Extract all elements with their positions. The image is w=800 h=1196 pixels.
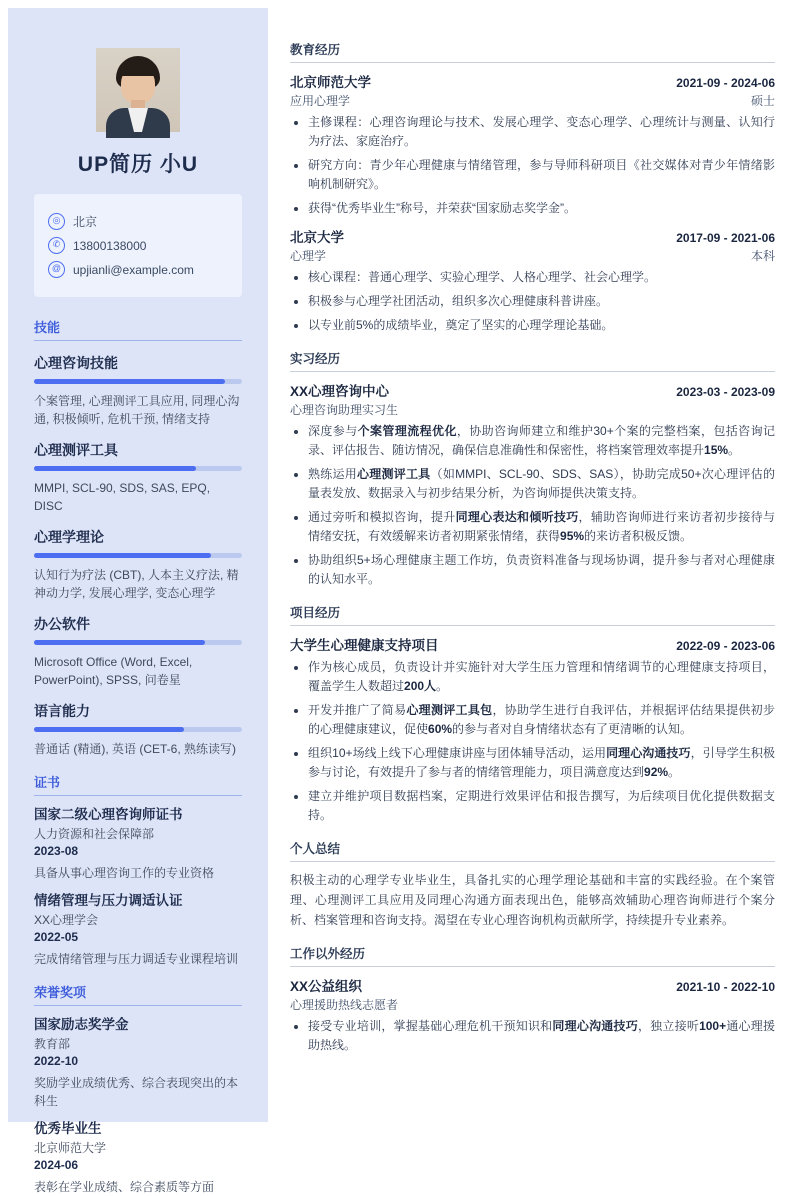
skill-item bbox=[34, 353, 242, 428]
list-item: • 协助组织5+场心理健康主题工作坊，负责资料准备与现场协调，提升参与者对心理健康的认知水平。 bbox=[308, 551, 775, 589]
org-name: XX公益组织 bbox=[290, 979, 363, 994]
location-icon: ◎ bbox=[48, 213, 65, 230]
degree: 硕士 bbox=[750, 94, 775, 108]
avatar bbox=[96, 48, 180, 132]
list-item: • 组织10+场线上线下心理健康讲座与团体辅导活动，运用同理心沟通技巧，引导学生积极参与讨论，有效提升了参与者的情绪管理能力，项目满意度达到92%。 bbox=[308, 744, 775, 782]
list-item: • 研究方向：青少年心理健康与情绪管理，参与导师科研项目《社交媒体对青少年情绪影响机制研究》。 bbox=[308, 156, 775, 194]
list-item: • 接受专业培训，掌握基础心理危机干预知识和同理心沟通技巧，独立接听100+通心理援助热线。 bbox=[308, 1017, 775, 1055]
list-item: • 主修课程：心理咨询理论与技术、发展心理学、变态心理学、心理统计与测量、认知行为疗法、家庭治疗。 bbox=[308, 113, 775, 151]
section-summary bbox=[290, 839, 775, 930]
skill-bar-fill bbox=[34, 640, 205, 645]
entry-head bbox=[290, 226, 775, 246]
award-org: 北京师范大学 bbox=[34, 1141, 107, 1155]
cert-date: 2023-08 bbox=[34, 844, 79, 858]
list-item: • 核心课程：普通心理学、实验心理学、人格心理学、社会心理学。 bbox=[308, 268, 775, 287]
cert-item bbox=[34, 806, 242, 882]
entry-head bbox=[290, 71, 775, 91]
role: 心理援助热线志愿者 bbox=[290, 998, 399, 1012]
school-name: 北京大学 bbox=[290, 230, 344, 245]
skill-item bbox=[34, 701, 242, 758]
skill-bar-fill bbox=[34, 553, 211, 558]
entry-sub bbox=[290, 996, 775, 1013]
cert-org: XX心理学会 bbox=[34, 913, 99, 927]
education-entry bbox=[290, 226, 775, 335]
skill-bar bbox=[34, 466, 242, 471]
cert-desc: 完成情绪管理与压力调适专业课程培训 bbox=[34, 952, 239, 966]
award-desc: 奖励学业成绩优秀、综合表现突出的本科生 bbox=[34, 1076, 239, 1108]
list-item: • 积极参与心理学社团活动，组织多次心理健康科普讲座。 bbox=[308, 292, 775, 311]
education-bullets bbox=[290, 268, 775, 335]
phone-icon: ✆ bbox=[48, 237, 65, 254]
school-name: 北京师范大学 bbox=[290, 75, 371, 90]
award-date: 2022-10 bbox=[34, 1054, 79, 1068]
summary-text: 积极主动的心理学专业毕业生，具备扎实的心理学理论基础和丰富的实践经验。在个案管理、心理测评工具应用及同理心沟通方面表现出色，能够高效辅助心理咨询师进行个案分析、档案管理和咨询支持。渴望在专业心理咨询机构贡献所学，持续提升专业素养。 bbox=[290, 873, 775, 927]
org-date: 2021-10 - 2022-10 bbox=[676, 980, 775, 994]
skill-bar bbox=[34, 379, 242, 384]
sidebar-heading-skills: 技能 bbox=[34, 317, 242, 341]
skill-bar bbox=[34, 727, 242, 732]
list-item: • 作为核心成员，负责设计并实施针对大学生压力管理和情绪调节的心理健康支持项目，覆盖学生人数超过200人。 bbox=[308, 658, 775, 696]
project-entry bbox=[290, 634, 775, 825]
section-heading-extracurricular: 工作以外经历 bbox=[290, 944, 775, 967]
entry-head bbox=[290, 380, 775, 400]
extracurricular-bullets bbox=[290, 1017, 775, 1055]
contact-email bbox=[48, 261, 228, 278]
org-date: 2023-03 - 2023-09 bbox=[676, 385, 775, 399]
award-desc: 表彰在学业成绩、综合素质等方面 bbox=[34, 1180, 215, 1194]
list-item: • 开发并推广了简易心理测评工具包，协助学生进行自我评估，并根据评估结果提供初步的心理健康建议，促使60%的参与者对自身情绪状态有了更清晰的认知。 bbox=[308, 701, 775, 739]
award-date: 2024-06 bbox=[34, 1158, 79, 1172]
project-date: 2022-09 - 2023-06 bbox=[676, 639, 775, 653]
sidebar-heading-awards: 荣誉奖项 bbox=[34, 982, 242, 1006]
entry-head bbox=[290, 975, 775, 995]
avatar-fringe bbox=[118, 61, 158, 76]
candidate-name: UP简历 小U bbox=[77, 153, 199, 176]
skill-desc: MMPI, SCL-90, SDS, SAS, EPQ, DISC bbox=[34, 481, 211, 513]
contact-location-text: 北京 bbox=[73, 215, 98, 229]
cert-item bbox=[34, 892, 242, 968]
skill-title: 心理咨询技能 bbox=[34, 355, 118, 371]
cert-date: 2022-05 bbox=[34, 930, 79, 944]
skill-bar bbox=[34, 640, 242, 645]
award-item bbox=[34, 1016, 242, 1110]
skill-title: 语言能力 bbox=[34, 703, 90, 719]
entry-sub bbox=[290, 92, 775, 109]
cert-title: 国家二级心理咨询师证书 bbox=[34, 807, 183, 822]
skill-title: 心理学理论 bbox=[34, 529, 104, 545]
skill-item bbox=[34, 440, 242, 515]
list-item: • 熟练运用心理测评工具（如MMPI、SCL-90、SDS、SAS），协助完成50+次心理评估的量表发放、数据录入与初步结果分析，为咨询师提供决策支持。 bbox=[308, 465, 775, 503]
sidebar-heading-certs: 证书 bbox=[34, 772, 242, 796]
skill-item bbox=[34, 527, 242, 602]
avatar-wrap bbox=[34, 48, 242, 132]
list-item: • 通过旁听和模拟咨询，提升同理心表达和倾听技巧，辅助咨询师进行来访者初步接待与情绪安抚，有效缓解来访者初期紧张情绪，获得95%的来访者积极反馈。 bbox=[308, 508, 775, 546]
list-item: • 以专业前5%的成绩毕业，奠定了坚实的心理学理论基础。 bbox=[308, 316, 775, 335]
cert-org: 人力资源和社会保障部 bbox=[34, 827, 155, 841]
section-extracurricular bbox=[290, 944, 775, 1055]
entry-sub bbox=[290, 247, 775, 264]
award-item bbox=[34, 1120, 242, 1196]
skill-desc: 认知行为疗法 (CBT), 人本主义疗法, 精神动力学, 发展心理学, 变态心理学 bbox=[34, 568, 239, 600]
skill-bar-fill bbox=[34, 379, 225, 384]
email-icon: @ bbox=[48, 261, 65, 278]
school-date: 2021-09 - 2024-06 bbox=[676, 76, 775, 90]
main-content bbox=[290, 40, 775, 1069]
internship-entry bbox=[290, 380, 775, 589]
contact-phone bbox=[48, 237, 228, 254]
extracurricular-entry bbox=[290, 975, 775, 1055]
skill-desc: Microsoft Office (Word, Excel, PowerPoint), SPSS, 问卷星 bbox=[34, 655, 193, 687]
section-heading-internship: 实习经历 bbox=[290, 349, 775, 372]
cert-desc: 具备从事心理咨询工作的专业资格 bbox=[34, 866, 215, 880]
skill-item bbox=[34, 614, 242, 689]
section-heading-education: 教育经历 bbox=[290, 40, 775, 63]
section-internship bbox=[290, 349, 775, 589]
role: 心理咨询助理实习生 bbox=[290, 403, 399, 417]
cert-title: 情绪管理与压力调适认证 bbox=[34, 893, 183, 908]
award-title: 国家励志奖学金 bbox=[34, 1017, 129, 1032]
entry-head bbox=[290, 634, 775, 654]
list-item: • 获得“优秀毕业生”称号，并荣获“国家励志奖学金”。 bbox=[308, 199, 775, 218]
school-date: 2017-09 - 2021-06 bbox=[676, 231, 775, 245]
degree: 本科 bbox=[750, 249, 775, 263]
contact-location bbox=[48, 213, 228, 230]
project-bullets bbox=[290, 658, 775, 825]
skill-desc: 普通话 (精通), 英语 (CET-6, 熟练读写) bbox=[34, 742, 236, 756]
section-projects bbox=[290, 603, 775, 825]
entry-sub bbox=[290, 401, 775, 418]
sidebar bbox=[8, 8, 268, 1194]
project-title: 大学生心理健康支持项目 bbox=[290, 638, 439, 653]
skill-desc: 个案管理, 心理测评工具应用, 同理心沟通, 积极倾听, 危机干预, 情绪支持 bbox=[34, 394, 240, 426]
section-heading-projects: 项目经历 bbox=[290, 603, 775, 626]
skill-bar-fill bbox=[34, 727, 184, 732]
award-title: 优秀毕业生 bbox=[34, 1121, 102, 1136]
org-name: XX心理咨询中心 bbox=[290, 384, 390, 399]
skill-title: 心理测评工具 bbox=[34, 442, 118, 458]
skill-title: 办公软件 bbox=[34, 616, 90, 632]
skill-bar bbox=[34, 553, 242, 558]
major: 应用心理学 bbox=[290, 94, 351, 108]
major: 心理学 bbox=[290, 249, 327, 263]
list-item: • 建立并维护项目数据档案，定期进行效果评估和报告撰写，为后续项目优化提供数据支持。 bbox=[308, 787, 775, 825]
skill-bar-fill bbox=[34, 466, 196, 471]
award-org: 教育部 bbox=[34, 1037, 71, 1051]
internship-bullets bbox=[290, 422, 775, 589]
contact-email-text: upjianli@example.com bbox=[73, 262, 194, 277]
section-education bbox=[290, 40, 775, 335]
list-item: • 深度参与个案管理流程优化，协助咨询师建立和维护30+个案的完整档案，包括咨询记录、评估报告、随访情况，确保信息准确性和保密性，将档案管理效率提升15%。 bbox=[308, 422, 775, 460]
education-entry bbox=[290, 71, 775, 218]
section-heading-summary: 个人总结 bbox=[290, 839, 775, 862]
contact-box bbox=[34, 194, 242, 297]
education-bullets bbox=[290, 113, 775, 218]
contact-phone-text: 13800138000 bbox=[73, 238, 147, 253]
